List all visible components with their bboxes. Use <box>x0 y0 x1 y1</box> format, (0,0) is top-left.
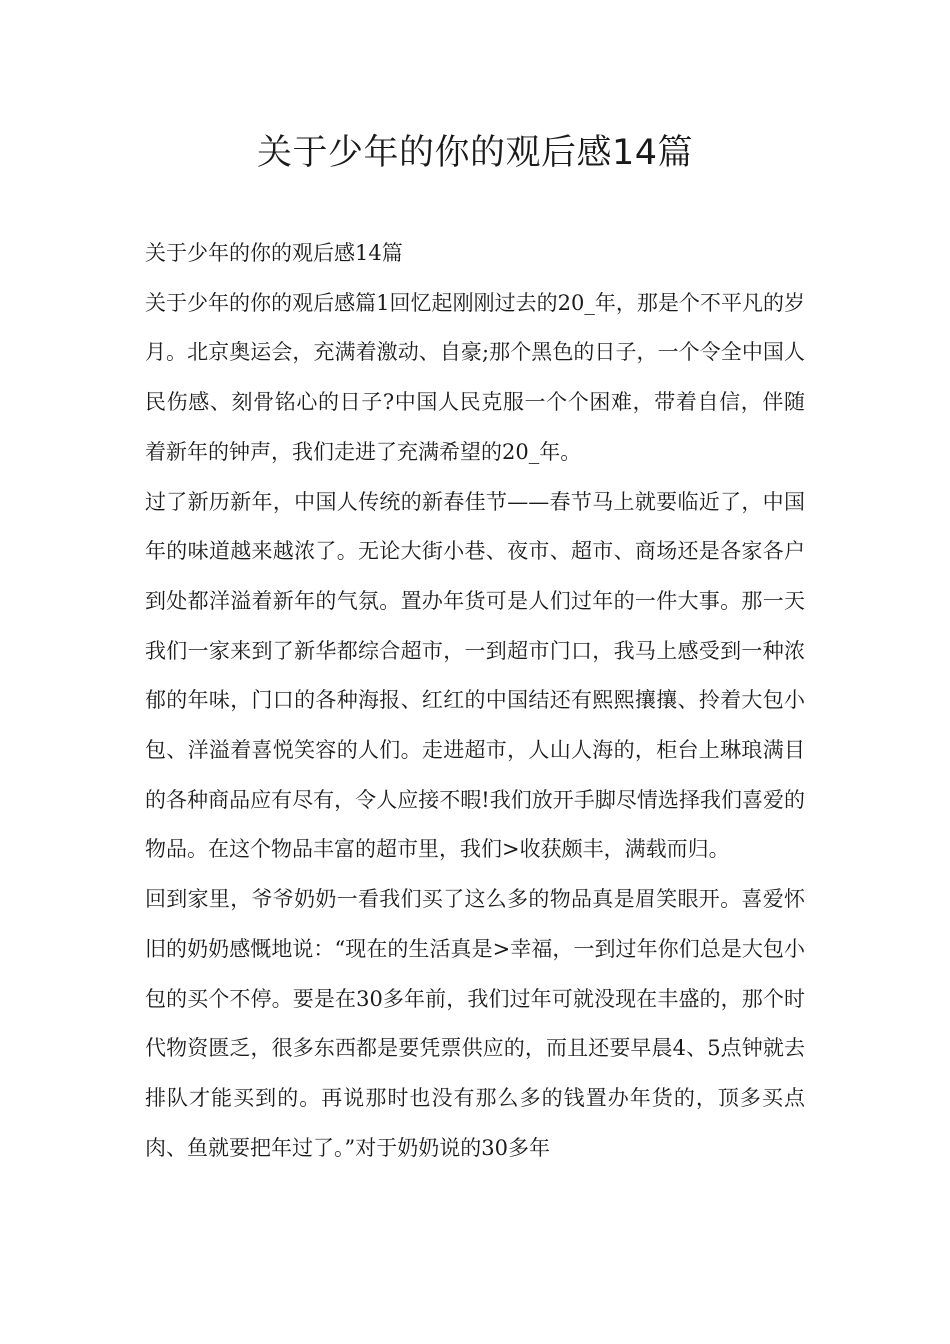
paragraph: 回到家里，爷爷奶奶一看我们买了这么多的物品真是眉笑眼开。喜爱怀旧的奶奶感慨地说：“现在的生活真是>幸福，一到过年你们总是大包小包的买个不停。要是在30多年前，我们过年可就没现在丰盛的，那个时代物资匮乏，很多东西都是要凭票供应的，而且还要早晨4、5点钟就去排队才能买到的。再说那时也没有那么多的钱置办年货的，顶多买点肉、鱼就要把年过了。”对于奶奶说的30多年 <box>145 887 805 1160</box>
paragraph: 过了新历新年，中国人传统的新春佳节——春节马上就要临近了，中国年的味道越来越浓了。无论大街小巷、夜市、超市、商场还是各家各户到处都洋溢着新年的气氛。置办年货可是人们过年的一件大事。那一天我们一家来到了新华都综合超市，一到超市门口，我马上感受到一种浓郁的年味，门口的各种海报、红红的中国结还有熙熙攘攘、拎着大包小包、洋溢着喜悦笑容的人们。走进超市，人山人海的，柜台上琳琅满目的各种商品应有尽有，令人应接不暇!我们放开手脚尽情选择我们喜爱的物品。在这个物品丰富的超市里，我们>收获颇丰，满载而归。 <box>145 489 805 862</box>
paragraph: 关于少年的你的观后感篇1回忆起刚刚过去的20_年，那是个不平凡的岁月。北京奥运会，充满着激动、自豪;那个黑色的日子，一个令全中国人民伤感、刻骨铭心的日子?中国人民克服一个个困难，带着自信，伴随着新年的钟声，我们走进了充满希望的20_年。 <box>145 290 805 464</box>
document-title: 关于少年的你的观后感14篇 <box>256 133 694 173</box>
document-body <box>145 229 805 1173</box>
paragraph-subtitle: 关于少年的你的观后感14篇 <box>145 241 403 265</box>
